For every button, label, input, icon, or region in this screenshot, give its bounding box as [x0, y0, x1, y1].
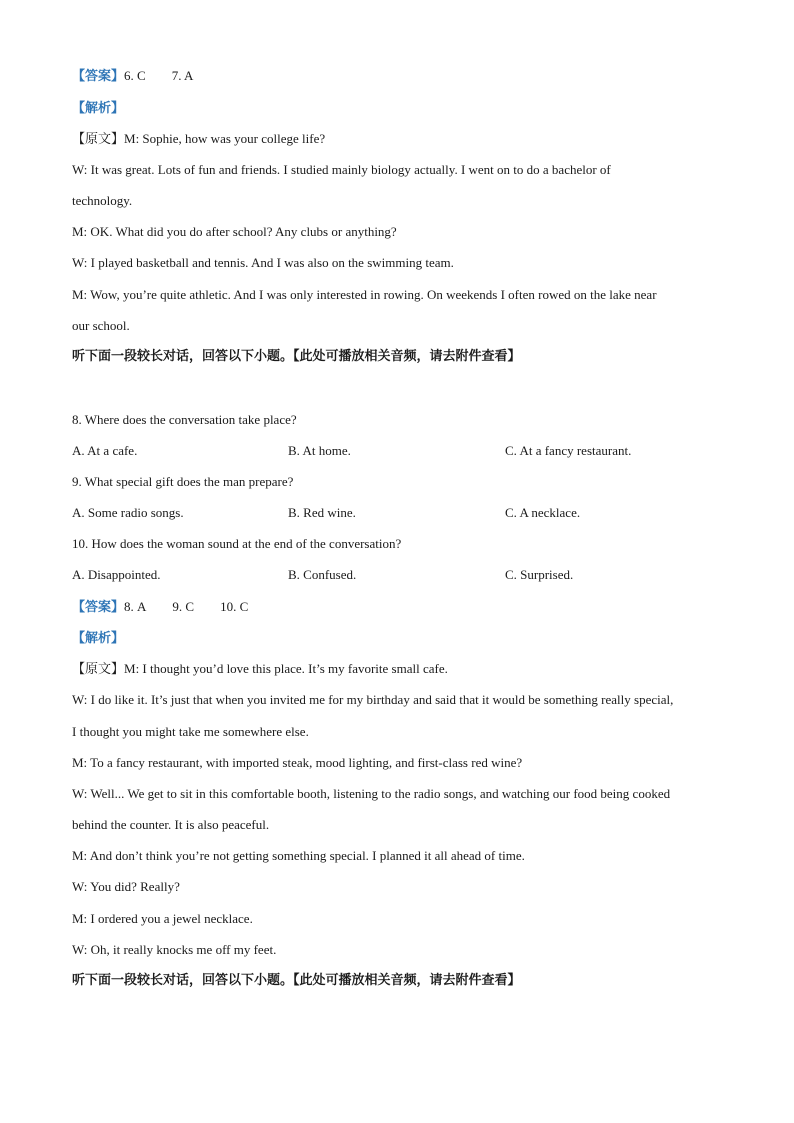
answer-tag: 【答案】: [72, 69, 125, 84]
analysis-tag: 【解析】: [72, 631, 125, 646]
transcript-line: technology.: [72, 193, 133, 208]
answer-line-1: [72, 68, 193, 85]
original-tag: 【原文】: [72, 132, 125, 147]
transcript-line: I thought you might take me somewhere else.: [72, 724, 309, 739]
transcript-line: W: You did? Really?: [72, 879, 180, 894]
transcript-line: M: Wow, you’re quite athletic. And I was only interested in rowing. On weekends I often rowed on the lake near: [72, 287, 657, 302]
analysis-tag: 【解析】: [72, 101, 125, 116]
answer-item: 8. A: [124, 599, 147, 614]
listen-prompt: 听下面一段较长对话，回答以下小题。【此处可播放相关音频，请去附件查看】: [72, 973, 521, 988]
option-10c: C. Surprised.: [505, 567, 574, 582]
transcript-line: W: It was great. Lots of fun and friends. I studied mainly biology actually. I went on to do a bachelor of: [72, 162, 611, 177]
question-8: 8. Where does the conversation take place?: [72, 412, 297, 427]
transcript-line: M: And don’t think you’re not getting something special. I planned it all ahead of time.: [72, 848, 525, 863]
answer-line-2: [72, 599, 248, 616]
original-tag: 【原文】: [72, 662, 125, 677]
option-8b: B. At home.: [288, 443, 351, 458]
analysis-line-2: [72, 630, 124, 647]
answer-tag: 【答案】: [72, 600, 125, 615]
transcript-line: 【原文】M: Sophie, how was your college life?: [72, 131, 326, 147]
transcript-line: behind the counter. It is also peaceful.: [72, 817, 270, 832]
option-8a: A. At a cafe.: [72, 443, 138, 458]
option-9b: B. Red wine.: [288, 505, 356, 520]
listen-prompt: 听下面一段较长对话，回答以下小题。【此处可播放相关音频，请去附件查看】: [72, 349, 521, 364]
question-9: 9. What special gift does the man prepare?: [72, 474, 294, 489]
answer-item: 7. A: [171, 68, 194, 83]
transcript-line: M: OK. What did you do after school? Any clubs or anything?: [72, 224, 397, 239]
option-8c: C. At a fancy restaurant.: [505, 443, 632, 458]
transcript-line: W: Well... We get to sit in this comfortable booth, listening to the radio songs, and watching our food being cooked: [72, 786, 671, 801]
transcript-line: W: I played basketball and tennis. And I was also on the swimming team.: [72, 255, 454, 270]
transcript-line: M: I ordered you a jewel necklace.: [72, 911, 253, 926]
transcript-line: M: To a fancy restaurant, with imported steak, mood lighting, and first-class red wine?: [72, 755, 523, 770]
answer-item: 9. C: [172, 599, 195, 614]
transcript-line: W: I do like it. It’s just that when you invited me for my birthday and said that it would be something really special,: [72, 692, 674, 707]
option-9a: A. Some radio songs.: [72, 505, 184, 520]
analysis-line-1: [72, 100, 124, 117]
option-10a: A. Disappointed.: [72, 567, 161, 582]
question-10: 10. How does the woman sound at the end of the conversation?: [72, 536, 402, 551]
answer-item: 10. C: [220, 599, 249, 614]
transcript-line: our school.: [72, 318, 130, 333]
option-10b: B. Confused.: [288, 567, 357, 582]
option-9c: C. A necklace.: [505, 505, 581, 520]
transcript-line: W: Oh, it really knocks me off my feet.: [72, 942, 277, 957]
transcript-line: 【原文】M: I thought you’d love this place. It’s my favorite small cafe.: [72, 661, 448, 677]
answer-item: 6. C: [124, 68, 146, 83]
